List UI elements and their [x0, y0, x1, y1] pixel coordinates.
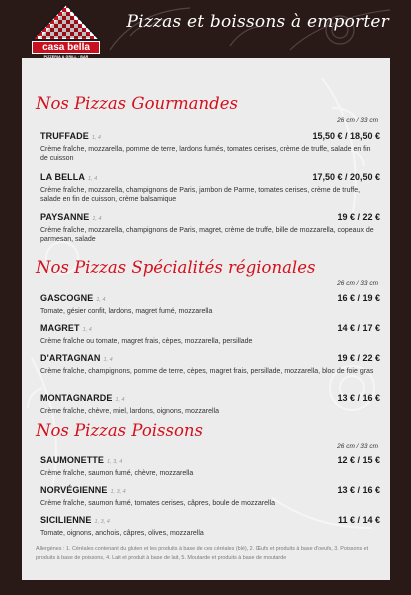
item-allergens: 1, 4	[96, 297, 106, 303]
item-description: Crème fraîche, mozzarella, champignons de Paris, magret, crème de truffe, bille de mozzarella, copeaux de parmesan, salade	[40, 227, 374, 243]
menu-panel	[22, 58, 390, 580]
item-allergens: 1, 3, 4	[94, 519, 110, 525]
item-description: Crème fraîche, saumon fumé, tomates cerises, câpres, boule de mozzarella	[40, 500, 275, 507]
item-allergens: 1, 4	[103, 357, 113, 363]
size-label: 26 cm / 33 cm	[337, 443, 378, 450]
item-price: 17,50 € / 20,50 €	[312, 172, 380, 182]
logo-subtitle: PIZZERIA & GRILL · BAR	[43, 55, 89, 59]
item-price: 12 € / 15 €	[337, 455, 380, 465]
item-description: Tomate, gésier confit, lardons, magret fumé, mozzarella	[40, 308, 213, 315]
section-title-gourmandes: Nos Pizzas Gourmandes	[36, 94, 238, 113]
item-description: Crème fraîche, mozzarella, pomme de terre, lardons fumés, tomates cerises, crème de truffe, salade en fin de cuisson	[40, 146, 371, 162]
logo	[26, 4, 106, 68]
item-allergens: 1, 3, 4	[110, 489, 126, 495]
item-price: 13 € / 16 €	[337, 393, 380, 403]
item-name: MONTAGNARDE	[40, 393, 113, 403]
logo-brand: casa bella	[32, 41, 100, 54]
item-name: PAYSANNE	[40, 212, 90, 222]
item-allergens: 1, 4	[91, 135, 101, 141]
menu-item-montagnarde	[40, 388, 380, 416]
item-description: Crème fraîche, champignons, pomme de terre, cèpes, magret frais, persillade, mozzarella, bloc de foie gras	[40, 368, 374, 375]
item-name: NORVÉGIENNE	[40, 485, 108, 495]
menu-item-gascogne	[40, 288, 380, 316]
item-name: SAUMONETTE	[40, 455, 104, 465]
menu-item-paysanne	[40, 207, 380, 244]
item-description: Crème fraîche, saumon fumé, chèvre, mozzarella	[40, 470, 194, 477]
item-allergens: 1, 3, 4	[107, 459, 123, 465]
item-name: LA BELLA	[40, 172, 85, 182]
pizza-slice-logo-icon	[26, 4, 106, 44]
item-price: 13 € / 16 €	[337, 485, 380, 495]
menu-item-magret	[40, 318, 380, 346]
item-price: 14 € / 17 €	[337, 323, 380, 333]
item-name: GASCOGNE	[40, 293, 94, 303]
menu-item-sicilienne	[40, 510, 380, 538]
size-label: 26 cm / 33 cm	[337, 280, 378, 287]
menu-item-la-bella	[40, 167, 380, 204]
item-description: Crème fraîche, chèvre, miel, lardons, oignons, mozzarella	[40, 408, 219, 415]
item-name: MAGRET	[40, 323, 80, 333]
item-price: 11 € / 14 €	[337, 515, 380, 525]
item-name: TRUFFADE	[40, 131, 89, 141]
menu-item-dartagnan	[40, 348, 380, 376]
section-title-poissons: Nos Pizzas Poissons	[36, 421, 204, 440]
size-label: 26 cm / 33 cm	[337, 117, 378, 124]
item-allergens: 1, 4	[87, 176, 98, 182]
item-allergens: 1, 4	[115, 397, 125, 403]
menu-item-norvegienne	[40, 480, 380, 508]
item-price: 19 € / 22 €	[337, 212, 380, 222]
item-description: Crème fraîche ou tomate, magret frais, cèpes, mozzarella, persillade	[40, 338, 253, 345]
item-name: D'ARTAGNAN	[40, 353, 101, 363]
header-title: Pizzas et boissons à emporter	[126, 12, 389, 32]
item-price: 15,50 € / 18,50 €	[312, 131, 380, 141]
item-price: 16 € / 19 €	[337, 293, 380, 303]
menu-item-saumonette	[40, 450, 380, 478]
item-description: Tomate, oignons, anchois, câpres, olives, mozzarella	[40, 530, 204, 537]
allergens-footnote: Allergènes : 1. Céréales contenant du gluten et les produits à base de ces céréales (blé), 2. Œufs et produits à base d'oeufs, 3. Poissons et produits à base de poissons, 4. Lait et produit à base de lait, 5. Moutarde et produits à base de moutarde	[36, 546, 369, 561]
item-description: Crème fraîche, mozzarella, champignons de Paris, jambon de Parme, tomates cerises, crème de truffe, salade en fin de cuisson, crème balsamique	[40, 187, 361, 203]
menu-item-truffade	[40, 126, 380, 163]
item-price: 19 € / 22 €	[337, 353, 380, 363]
item-allergens: 1, 4	[92, 216, 102, 222]
item-allergens: 1, 4	[82, 327, 92, 333]
section-title-regionales: Nos Pizzas Spécialités régionales	[36, 258, 316, 277]
item-name: SICILIENNE	[40, 515, 92, 525]
